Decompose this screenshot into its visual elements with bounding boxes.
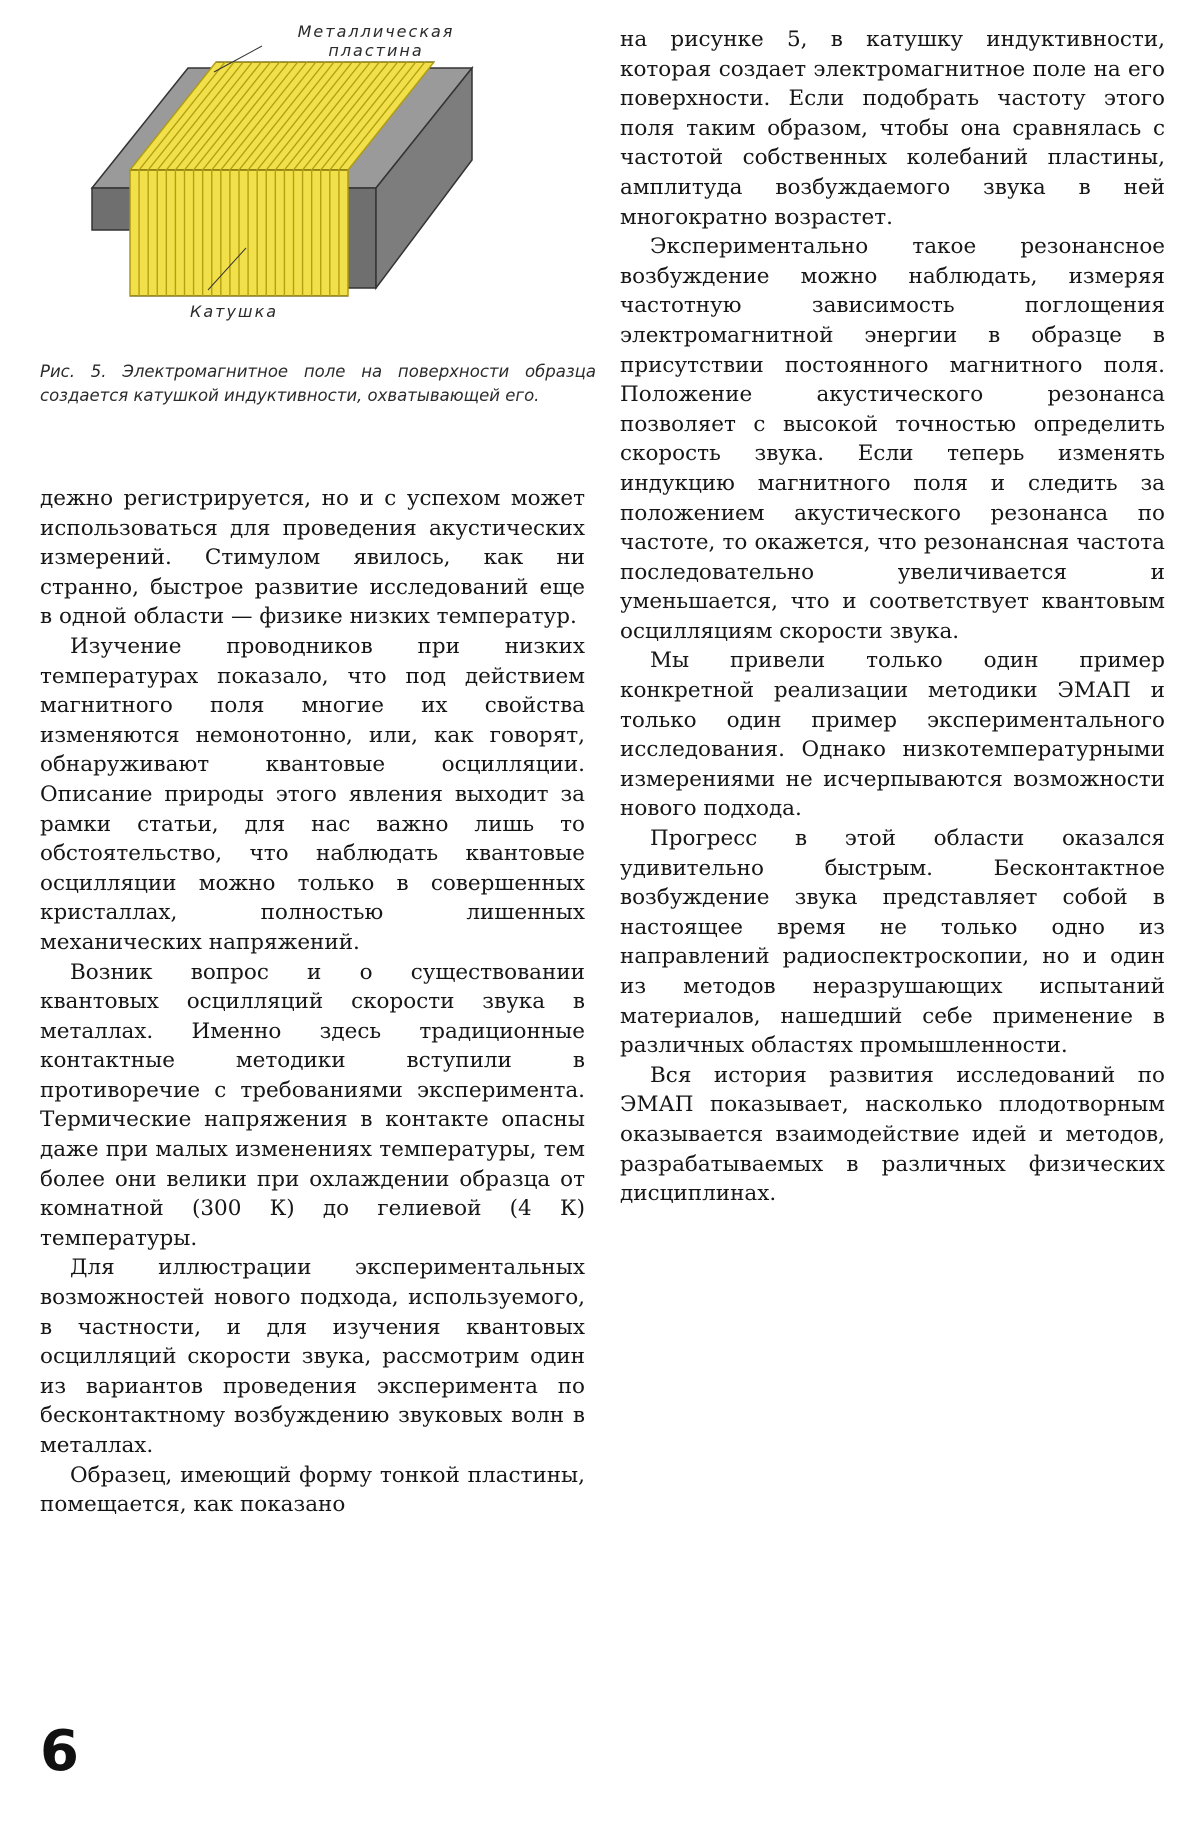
page-number: 6 <box>40 1719 79 1784</box>
figure-caption: Рис. 5. Электромагнитное поле на поверхности образца создается катушкой индуктивности, охватывающей его. <box>40 362 596 405</box>
figure-5 <box>36 20 596 440</box>
paragraph: дежно регистрируется, но и с успехом может использоваться для проведения акустических измерений. Стимулом явилось, как ни странно, быстрое развитие исследований еще в одной области — физике низких температур. <box>40 486 585 630</box>
paragraph: Вся история развития исследований по ЭМАП показывает, насколько плодотворным оказывается взаимодействие идей и методов, разрабатываемых в различных физических дисциплинах. <box>620 1062 1165 1207</box>
paragraph: на рисунке 5, в катушку индуктивности, которая создает электромагнитное поле на его поверхности. Если подобрать частоту этого поля таким образом, чтобы она сравнялась с частотой собственных колебаний пластины, амплитуда возбуждаемого звука в ней многократно возрастет. <box>620 27 1165 230</box>
paragraph: Экспериментально такое резонансное возбуждение можно наблюдать, измеряя частотную зависимость поглощения электромагнитной энергии в образце в присутствии постоянного магнитного поля. Положение акустического резонанса позволяет с высокой точностью определить скорость звука. Если теперь изменять индукцию магнитного поля и следить за положением акустического резонанса по частоте, то окажется, что резонансная частота последовательно увеличивается и уменьшается, что и соответствует квантовым осцилляциям скорости звука. <box>620 234 1165 644</box>
paragraph: Возник вопрос и о существовании квантовых осцилляций скорости звука в металлах. Именно здесь традиционные контактные методики вступили в противоречие с требованиями эксперимента. Термические напряжения в контакте опасны даже при малых изменениях температуры, тем более они велики при охлаждении образца от комнатной (300 К) до гелиевой (4 К) температуры. <box>40 959 585 1251</box>
paragraph: Мы привели только один пример конкретной реализации методики ЭМАП и только один пример экспериментального исследования. Однако низкотемпературными измерениями не исчерпываются возможности нового подхода. <box>620 648 1165 822</box>
plate-coil-illustration <box>36 20 596 350</box>
left-text-column <box>40 484 585 1520</box>
coil-label: Катушка <box>189 302 279 321</box>
plate-label: Металлическая пластина <box>297 22 455 60</box>
right-text-column <box>620 25 1165 1209</box>
paragraph: Прогресс в этой области оказался удивительно быстрым. Бесконтактное возбуждение звука представляет собой в настоящее время не только одно из направлений радиоспектроскопии, но и один из методов неразрушающих испытаний материалов, нашедший себе применение в различных областях промышленности. <box>620 826 1165 1059</box>
paragraph: Изучение проводников при низких температурах показало, что под действием магнитного поля многие их свойства изменяются немонотонно, или, как говорят, обнаруживают квантовые осцилляции. Описание природы этого явления выходит за рамки статьи, для нас важно лишь то обстоятельство, что наблюдать квантовые осцилляции можно только в совершенных кристаллах, полностью лишенных механических напряжений. <box>40 633 585 955</box>
paragraph: Образец, имеющий форму тонкой пластины, помещается, как показано <box>40 1462 585 1518</box>
paragraph: Для иллюстрации экспериментальных возможностей нового подхода, используемого, в частности, и для изучения квантовых осцилляций скорости звука, рассмотрим один из вариантов проведения эксперимента по бесконтактному возбуждению звуковых волн в металлах. <box>40 1255 585 1458</box>
plate-left-end-front <box>92 188 130 230</box>
